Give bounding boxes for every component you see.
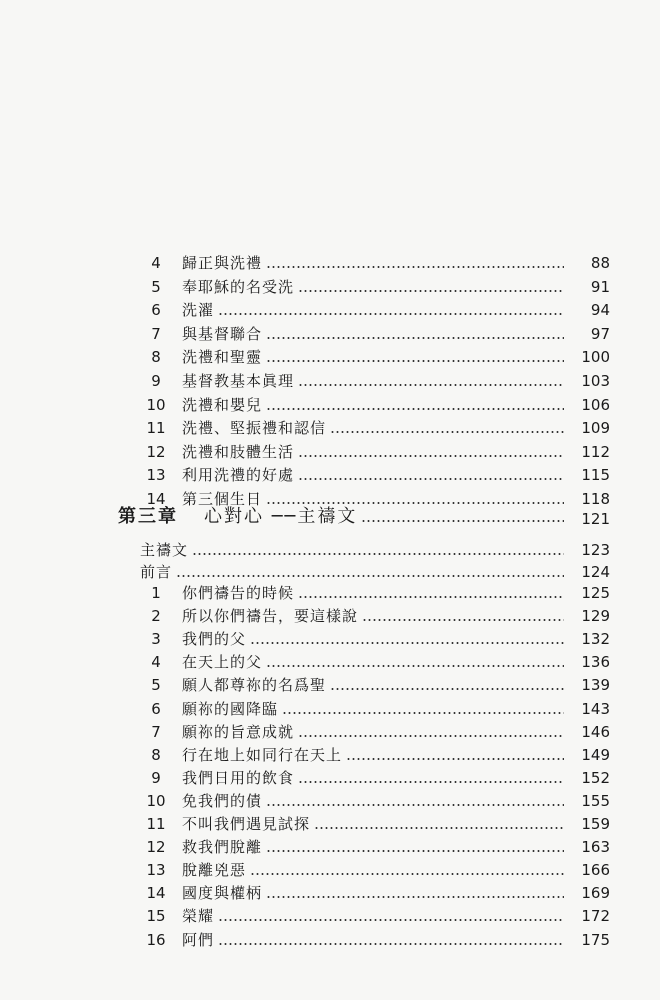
entry-page-number: 109 bbox=[581, 419, 610, 438]
entry-title: 歸正與洗禮 bbox=[182, 254, 263, 272]
dot-leader bbox=[266, 804, 564, 806]
entry-page-number: 118 bbox=[581, 490, 610, 508]
entry-number: 12 bbox=[146, 442, 166, 461]
entry-title: 願人都尊祢的名爲聖 bbox=[182, 676, 327, 695]
entry-title: 願祢的國降臨 bbox=[182, 699, 279, 718]
toc-entry[interactable] bbox=[140, 626, 610, 648]
entry-title: 洗禮、堅振禮和認信 bbox=[182, 419, 327, 438]
entry-number: 5 bbox=[151, 277, 161, 296]
entry-page-number: 143 bbox=[581, 699, 610, 718]
dot-leader bbox=[266, 850, 564, 852]
dot-leader bbox=[176, 575, 564, 577]
toc-entry[interactable] bbox=[140, 368, 610, 390]
toc-entry[interactable] bbox=[140, 392, 610, 414]
entry-page-number: 155 bbox=[581, 791, 610, 810]
dot-leader bbox=[266, 266, 564, 268]
entry-page-number: 169 bbox=[581, 884, 610, 903]
toc-entry[interactable] bbox=[140, 537, 610, 559]
dot-leader bbox=[314, 827, 564, 829]
dot-leader bbox=[298, 478, 564, 480]
dot-leader bbox=[362, 619, 564, 621]
entry-title: 救我們脫離 bbox=[182, 838, 263, 857]
entry-title: 脫離兇惡 bbox=[182, 861, 247, 880]
toc-entry[interactable] bbox=[140, 559, 610, 581]
entry-page-number: 97 bbox=[590, 324, 610, 343]
dot-leader bbox=[266, 360, 564, 362]
entry-page-number: 106 bbox=[581, 395, 610, 414]
toc-entry[interactable] bbox=[140, 857, 610, 879]
entry-number: 9 bbox=[151, 768, 161, 787]
entry-title: 不叫我們遇見試探 bbox=[182, 815, 311, 833]
entry-number: 8 bbox=[151, 745, 161, 764]
chapter-page-number: 121 bbox=[581, 510, 610, 528]
entry-page-number: 124 bbox=[581, 563, 610, 581]
entry-page-number: 123 bbox=[581, 541, 610, 559]
dot-leader bbox=[266, 896, 564, 898]
entry-number: 6 bbox=[151, 301, 161, 320]
entry-number: 5 bbox=[151, 676, 161, 695]
entry-title: 前言 bbox=[140, 563, 173, 581]
entry-number: 1 bbox=[151, 584, 161, 602]
dot-leader bbox=[298, 781, 564, 783]
dot-leader bbox=[266, 408, 564, 410]
entry-number: 4 bbox=[151, 653, 161, 672]
entry-title: 你們禱告的時候 bbox=[182, 584, 295, 602]
entry-number: 13 bbox=[146, 861, 166, 880]
entry-number: 6 bbox=[151, 699, 161, 718]
chapter-title: 心對心 ──主禱文 bbox=[204, 506, 358, 527]
entry-title: 洗濯 bbox=[182, 301, 215, 320]
dot-leader bbox=[298, 455, 564, 457]
entry-number: 8 bbox=[151, 348, 161, 367]
entry-title: 主禱文 bbox=[140, 541, 189, 559]
toc-entry[interactable] bbox=[140, 880, 610, 902]
entry-number: 14 bbox=[146, 490, 166, 508]
dot-leader bbox=[218, 313, 564, 315]
entry-page-number: 175 bbox=[581, 930, 610, 949]
entry-title: 奉耶穌的名受洗 bbox=[182, 277, 295, 296]
entry-number: 10 bbox=[146, 791, 166, 810]
dot-leader bbox=[330, 431, 564, 433]
entry-title: 國度與權柄 bbox=[182, 884, 263, 903]
entry-page-number: 88 bbox=[590, 254, 610, 272]
toc-entry[interactable] bbox=[140, 834, 610, 856]
entry-page-number: 115 bbox=[581, 466, 610, 485]
entry-number: 3 bbox=[151, 630, 161, 649]
entry-number: 12 bbox=[146, 838, 166, 857]
entry-page-number: 166 bbox=[581, 861, 610, 880]
entry-title: 基督教基本眞理 bbox=[182, 372, 295, 390]
dot-leader bbox=[266, 337, 564, 339]
entry-page-number: 159 bbox=[581, 815, 610, 833]
chapter-label: 第三章 bbox=[118, 506, 178, 527]
entry-number: 15 bbox=[146, 907, 166, 926]
entry-page-number: 91 bbox=[590, 277, 610, 296]
entry-page-number: 163 bbox=[581, 838, 610, 857]
dot-leader bbox=[330, 688, 564, 690]
entry-page-number: 136 bbox=[581, 653, 610, 672]
dot-leader bbox=[298, 290, 564, 292]
entry-title: 阿們 bbox=[182, 930, 215, 949]
entry-page-number: 112 bbox=[581, 442, 610, 461]
entry-number: 10 bbox=[146, 395, 166, 414]
entry-page-number: 100 bbox=[581, 348, 610, 367]
dot-leader bbox=[266, 502, 564, 504]
toc-entry[interactable] bbox=[140, 927, 610, 949]
entry-page-number: 172 bbox=[581, 907, 610, 926]
toc-entry[interactable] bbox=[140, 765, 610, 787]
toc-entry[interactable] bbox=[140, 486, 610, 508]
toc-entry[interactable] bbox=[140, 742, 610, 764]
entry-title: 榮耀 bbox=[182, 907, 215, 926]
entry-page-number: 146 bbox=[581, 722, 610, 741]
entry-title: 我們的父 bbox=[182, 630, 247, 649]
entry-page-number: 152 bbox=[581, 768, 610, 787]
entry-title: 願祢的旨意成就 bbox=[182, 722, 295, 741]
dot-leader bbox=[298, 735, 564, 737]
toc-entry[interactable] bbox=[140, 580, 610, 602]
entry-title: 與基督聯合 bbox=[182, 324, 263, 343]
entry-title: 利用洗禮的好處 bbox=[182, 466, 295, 485]
toc-entry[interactable] bbox=[140, 811, 610, 833]
entry-page-number: 103 bbox=[581, 372, 610, 390]
dot-leader bbox=[298, 384, 564, 386]
entry-title: 洗禮和肢體生活 bbox=[182, 442, 295, 461]
entry-page-number: 129 bbox=[581, 607, 610, 626]
toc-entry[interactable] bbox=[140, 649, 610, 671]
dot-leader bbox=[192, 553, 564, 555]
dot-leader bbox=[250, 873, 564, 875]
entry-number: 7 bbox=[151, 722, 161, 741]
entry-title: 所以你們禱告，要這樣說 bbox=[182, 607, 359, 626]
toc-entry[interactable] bbox=[140, 297, 610, 319]
toc-entry[interactable] bbox=[140, 603, 610, 625]
entry-number: 14 bbox=[146, 884, 166, 903]
dot-leader bbox=[361, 520, 564, 522]
toc-entry[interactable] bbox=[140, 719, 610, 741]
entry-number: 16 bbox=[146, 930, 166, 949]
entry-number: 4 bbox=[151, 254, 161, 272]
toc-entry[interactable] bbox=[140, 344, 610, 366]
entry-title: 第三個生日 bbox=[182, 490, 263, 508]
toc-entry[interactable] bbox=[140, 903, 610, 925]
entry-page-number: 132 bbox=[581, 630, 610, 649]
entry-page-number: 149 bbox=[581, 745, 610, 764]
dot-leader bbox=[282, 712, 564, 714]
entry-number: 11 bbox=[146, 419, 166, 438]
dot-leader bbox=[298, 596, 564, 598]
entry-page-number: 139 bbox=[581, 676, 610, 695]
entry-title: 免我們的債 bbox=[182, 791, 263, 810]
entry-title: 洗禮和聖靈 bbox=[182, 348, 263, 367]
entry-page-number: 125 bbox=[581, 584, 610, 602]
entry-number: 9 bbox=[151, 372, 161, 390]
toc-entry[interactable] bbox=[140, 696, 610, 718]
toc-entry[interactable] bbox=[140, 462, 610, 484]
dot-leader bbox=[218, 943, 564, 945]
toc-entry[interactable] bbox=[140, 415, 610, 437]
toc-entry[interactable] bbox=[140, 321, 610, 343]
toc-entry[interactable] bbox=[140, 274, 610, 296]
entry-page-number: 94 bbox=[590, 301, 610, 320]
entry-number: 11 bbox=[146, 815, 166, 833]
entry-title: 我們日用的飲食 bbox=[182, 768, 295, 787]
entry-title: 在天上的父 bbox=[182, 653, 263, 672]
toc-entry[interactable] bbox=[140, 788, 610, 810]
dot-leader bbox=[266, 665, 564, 667]
entry-title: 行在地上如同行在天上 bbox=[182, 745, 343, 764]
dot-leader bbox=[346, 758, 564, 760]
toc-entry[interactable] bbox=[140, 250, 610, 272]
toc-entry[interactable] bbox=[140, 439, 610, 461]
dot-leader bbox=[218, 919, 564, 921]
entry-number: 7 bbox=[151, 324, 161, 343]
entry-number: 13 bbox=[146, 466, 166, 485]
entry-number: 2 bbox=[151, 607, 161, 626]
dot-leader bbox=[250, 642, 564, 644]
toc-entry[interactable] bbox=[140, 672, 610, 694]
entry-title: 洗禮和嬰兒 bbox=[182, 395, 263, 414]
